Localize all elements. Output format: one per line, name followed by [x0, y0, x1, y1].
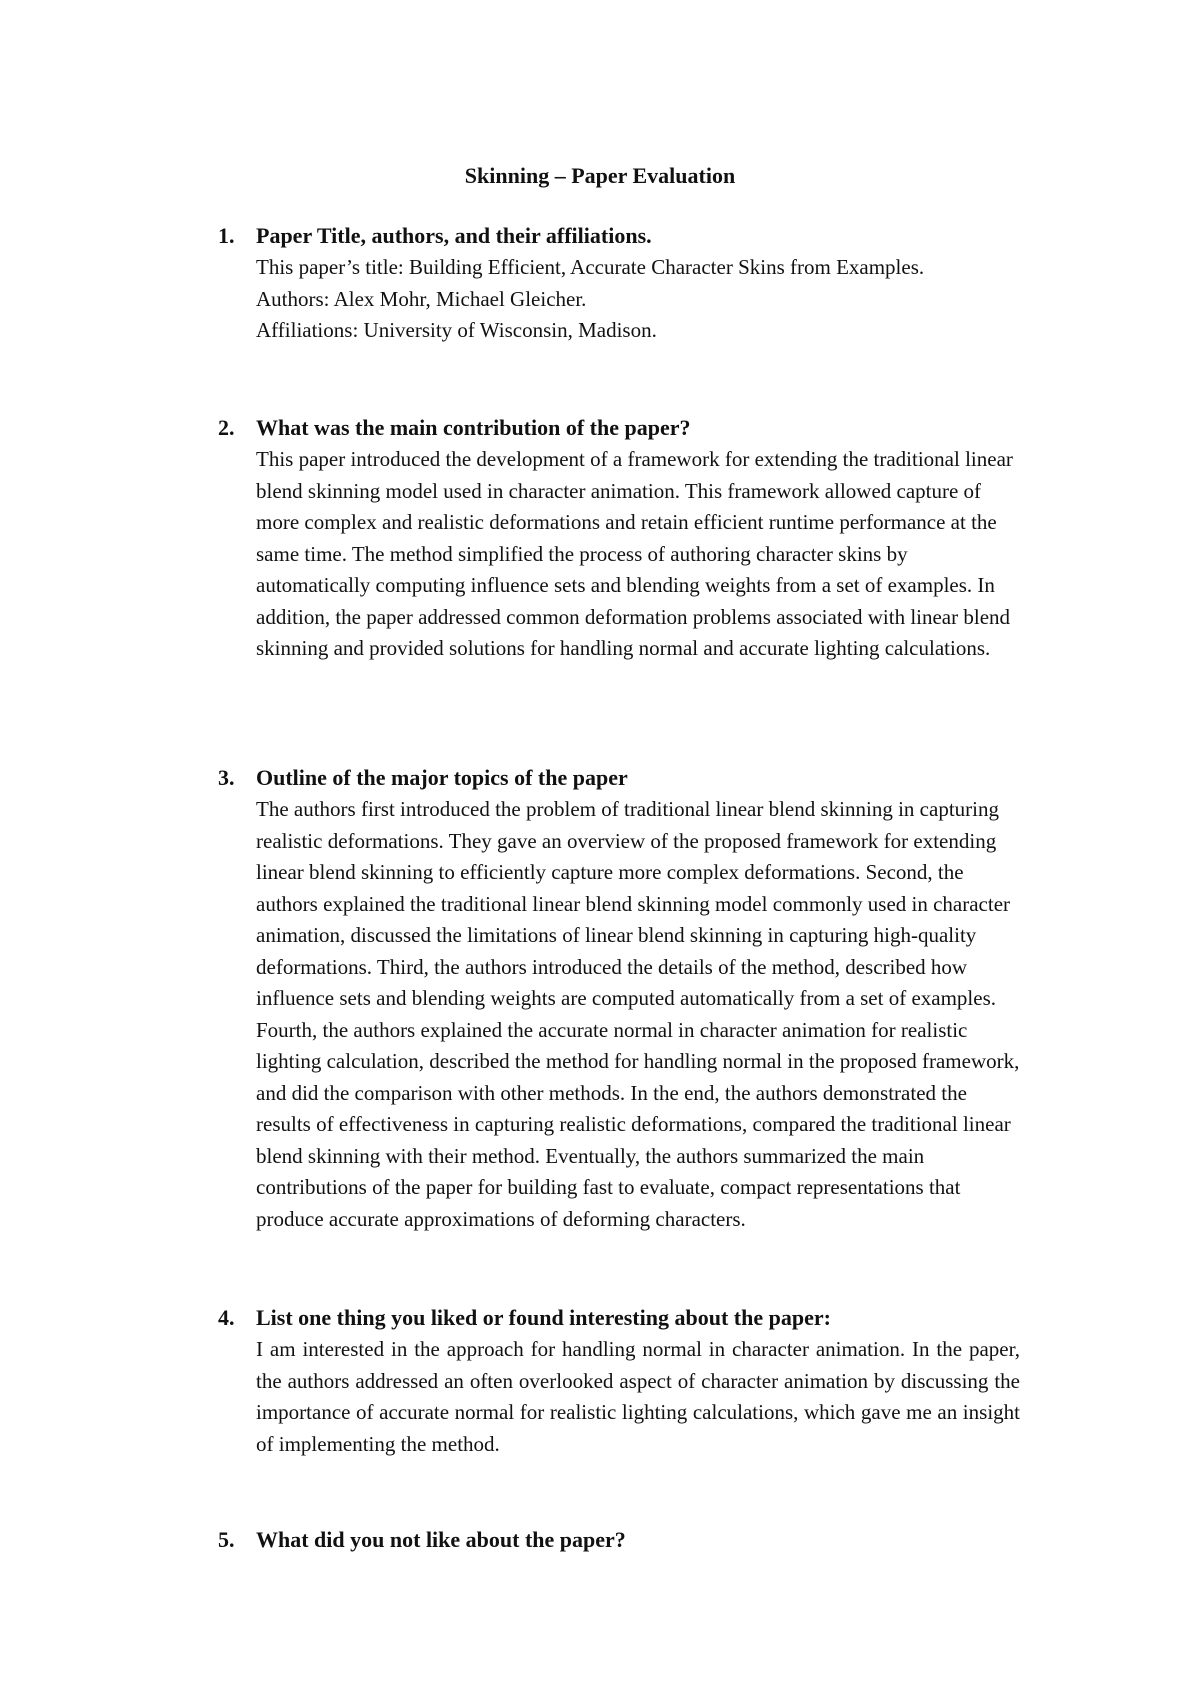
section-heading: Paper Title, authors, and their affiliations.	[256, 223, 652, 248]
section-3	[218, 762, 1018, 1235]
authors-line: Authors: Alex Mohr, Michael Gleicher.	[256, 286, 587, 311]
section-number: 1.	[218, 223, 235, 248]
document-title: Skinning – Paper Evaluation	[464, 163, 736, 188]
section-text: The authors first introduced the problem of traditional linear blend skinning in capturing realistic deformations. They gave an overview of the proposed framework for extending linear blend skinning to efficiently capture more complex deformations. Second, the authors explained the traditional linear blend skinning model commonly used in character animation, discussed the limitations of linear blend skinning in capturing high-quality deformations. Third, the authors introduced the details of the method, described how influence sets and blending weights are computed automatically from a set of examples. Fourth, the authors explained the accurate normal in character animation for realistic lighting calculation, described the method for handling normal in the proposed framework, and did the comparison with other methods. In the end, the authors demonstrated the results of effectiveness in capturing realistic deformations, compared the traditional linear blend skinning with their method. Eventually, the authors summarized the main contributions of the paper for building fast to evaluate, compact representations that produce accurate approximations of deforming characters.	[256, 797, 1020, 1231]
section-number: 5.	[218, 1527, 235, 1552]
section-5	[218, 1524, 1018, 1556]
section-number: 2.	[218, 415, 235, 440]
section-2	[218, 412, 1018, 665]
section-4	[218, 1302, 1018, 1460]
section-text: This paper introduced the development of a framework for extending the traditional linear blend skinning model used in character animation. This framework allowed capture of more complex and realistic deformations and retain efficient runtime performance at the same time. The method simplified the process of authoring character skins by automatically computing influence sets and blending weights from a set of examples. In addition, the paper addressed common deformation problems associated with linear blend skinning and provided solutions for handling normal and accurate lighting calculations.	[256, 447, 1013, 660]
affiliations-line: Affiliations: University of Wisconsin, Madison.	[256, 318, 657, 342]
section-heading: What did you not like about the paper?	[256, 1527, 626, 1552]
section-number: 3.	[218, 765, 235, 790]
section-heading: Outline of the major topics of the paper	[256, 765, 628, 790]
section-heading: What was the main contribution of the paper?	[256, 415, 691, 440]
section-number: 4.	[218, 1305, 235, 1330]
section-text: I am interested in the approach for handling normal in character animation. In the paper, the authors addressed an often overlooked aspect of character animation by discussing the importance of accurate normal for realistic lighting calculations, which gave me an insight of implementing the method.	[256, 1337, 1020, 1456]
section-heading: List one thing you liked or found interesting about the paper:	[256, 1305, 831, 1330]
section-1	[218, 220, 1018, 347]
paper-title-line: This paper’s title: Building Efficient, Accurate Character Skins from Examples.	[256, 255, 925, 279]
